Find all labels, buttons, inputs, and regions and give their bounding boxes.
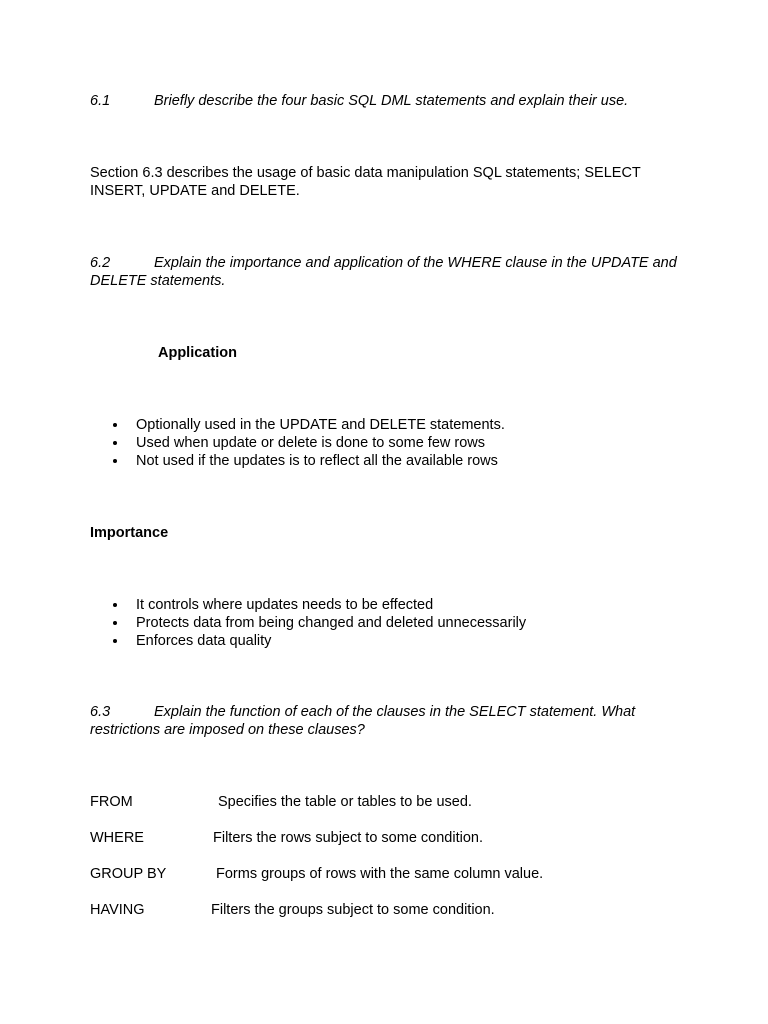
question-6-3 [90, 703, 680, 739]
bullet-icon [113, 423, 117, 427]
list-item-text: Used when update or delete is done to some few rows [136, 435, 486, 451]
bullet-icon [113, 639, 117, 643]
list-item-text: Not used if the updates is to reflect all the available rows [136, 453, 498, 469]
application-heading: Application [158, 345, 237, 361]
bullet-icon [113, 441, 117, 445]
question-6-1 [90, 92, 680, 110]
clause-name: FROM [90, 794, 133, 810]
clause-name: WHERE [90, 830, 144, 846]
importance-list [108, 596, 526, 650]
question-number: 6.1 [90, 93, 111, 109]
clause-description: Specifies the table or tables to be used. [218, 794, 472, 810]
list-item [108, 452, 505, 470]
bullet-icon [113, 621, 117, 625]
clause-description: Filters the rows subject to some condition. [213, 830, 483, 846]
question-text: Briefly describe the four basic SQL DML statements and explain their use. [154, 93, 629, 109]
list-item-text: Protects data from being changed and deleted unnecessarily [136, 615, 527, 631]
question-text: Explain the importance and application of the WHERE clause in the UPDATE and DELETE statements. [90, 255, 677, 289]
answer-6-1: Section 6.3 describes the usage of basic data manipulation SQL statements; SELECT INSERT, UPDATE and DELETE. [90, 165, 641, 199]
importance-heading: Importance [90, 525, 169, 541]
list-item [108, 434, 505, 452]
bullet-icon [113, 603, 117, 607]
list-item [108, 632, 526, 650]
list-item [108, 596, 526, 614]
list-item-text: Enforces data quality [136, 633, 272, 649]
bullet-icon [113, 459, 117, 463]
application-list [108, 416, 505, 470]
list-item [108, 614, 526, 632]
clause-name: GROUP BY [90, 866, 167, 882]
question-6-2 [90, 254, 680, 290]
clause-description: Filters the groups subject to some condition. [211, 902, 495, 918]
list-item-text: Optionally used in the UPDATE and DELETE statements. [136, 417, 505, 433]
question-text: Explain the function of each of the clauses in the SELECT statement. What restrictions are imposed on these clauses? [90, 704, 636, 738]
clause-description: Forms groups of rows with the same column value. [216, 866, 544, 882]
clause-name: HAVING [90, 902, 145, 918]
list-item-text: It controls where updates needs to be effected [136, 597, 434, 613]
list-item [108, 416, 505, 434]
question-number: 6.2 [90, 255, 111, 271]
question-number: 6.3 [90, 704, 111, 720]
